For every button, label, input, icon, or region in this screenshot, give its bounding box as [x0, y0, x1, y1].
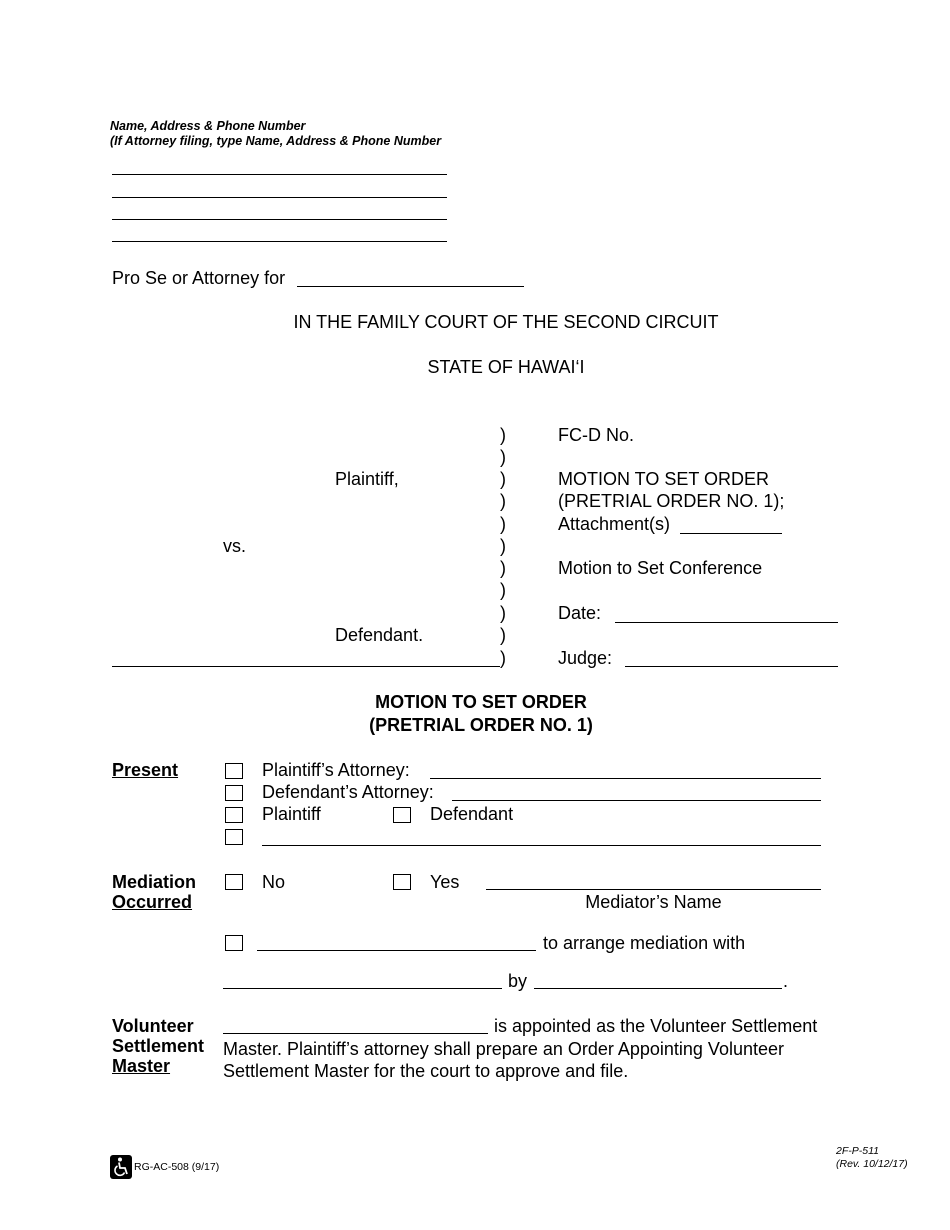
defendant-label: Defendant.: [335, 625, 424, 645]
defendant-attorney-field[interactable]: [452, 800, 821, 801]
mediation-by-date-field[interactable]: [534, 988, 782, 989]
header-name-address: Name, Address & Phone Number: [110, 119, 306, 133]
caption-paren: ): [500, 558, 506, 578]
vsm-label-1: Volunteer: [112, 1016, 194, 1036]
form-number: 2F-P-511: [836, 1145, 879, 1157]
address-line-2[interactable]: [112, 197, 447, 198]
attachments-label: Attachment(s): [558, 514, 671, 534]
accessibility-code: RG-AC-508 (9/17): [134, 1161, 220, 1173]
mediation-no-checkbox[interactable]: [225, 874, 243, 890]
arrange-party-field[interactable]: [257, 950, 536, 951]
plaintiff-attorney-label: Plaintiff’s Attorney:: [262, 760, 410, 780]
vsm-text-2: Master. Plaintiff’s attorney shall prepare an Order Appointing Volunteer: [223, 1039, 784, 1059]
document-title-2: (PRETRIAL ORDER NO. 1);: [558, 491, 785, 511]
revision-date: (Rev. 10/12/17): [836, 1158, 908, 1170]
plaintiff-attorney-checkbox[interactable]: [225, 763, 243, 779]
pro-se-label: Pro Se or Attorney for: [112, 268, 286, 288]
attachments-field[interactable]: [680, 533, 782, 534]
occurred-label: Occurred: [112, 892, 193, 912]
caption-paren: ): [500, 580, 506, 600]
caption-paren: ): [500, 625, 506, 645]
accessibility-icon: [110, 1155, 132, 1179]
defendant-option-label: Defendant: [430, 804, 514, 824]
court-state: STATE OF HAWAI‘I: [427, 357, 585, 377]
plaintiff-attorney-field[interactable]: [430, 778, 821, 779]
defendant-checkbox[interactable]: [393, 807, 411, 823]
judge-field[interactable]: [625, 666, 838, 667]
header-attorney-note: (If Attorney filing, type Name, Address & Phone Number: [110, 134, 442, 148]
caption-paren: ): [500, 648, 506, 668]
caption-paren: ): [500, 514, 506, 534]
vsm-label-2: Settlement: [112, 1036, 205, 1056]
date-field[interactable]: [615, 622, 838, 623]
mediator-name-caption: Mediator’s Name: [585, 892, 722, 912]
conference-label: Motion to Set Conference: [558, 558, 763, 578]
address-line-1[interactable]: [112, 174, 447, 175]
caption-paren: ): [500, 425, 506, 445]
defendant-attorney-label: Defendant’s Attorney:: [262, 782, 434, 802]
main-title-1: MOTION TO SET ORDER: [375, 692, 587, 712]
judge-label: Judge:: [558, 648, 613, 668]
mediation-no-label: No: [262, 872, 286, 892]
mediation-with-field[interactable]: [223, 988, 502, 989]
wheelchair-icon: [110, 1155, 132, 1179]
vsm-text-1: is appointed as the Volunteer Settlement: [494, 1016, 818, 1036]
main-title-2: (PRETRIAL ORDER NO. 1): [369, 715, 593, 735]
mediation-yes-checkbox[interactable]: [393, 874, 411, 890]
vsm-text-3: Settlement Master for the court to approve and file.: [223, 1061, 629, 1081]
address-line-4[interactable]: [112, 241, 447, 242]
caption-paren: ): [500, 491, 506, 511]
address-line-3[interactable]: [112, 219, 447, 220]
court-title: IN THE FAMILY COURT OF THE SECOND CIRCUIT: [293, 312, 719, 332]
mediation-yes-label: Yes: [430, 872, 460, 892]
plaintiff-checkbox[interactable]: [225, 807, 243, 823]
present-label: Present: [112, 760, 179, 780]
vsm-name-field[interactable]: [223, 1033, 488, 1034]
other-present-field[interactable]: [262, 845, 821, 846]
caption-paren: ): [500, 469, 506, 489]
caption-bottom-line: [112, 666, 500, 667]
document-title-1: MOTION TO SET ORDER: [558, 469, 770, 489]
vsm-label-3: Master: [112, 1056, 171, 1076]
other-present-checkbox[interactable]: [225, 829, 243, 845]
vs-label: vs.: [223, 536, 247, 556]
mediator-name-field[interactable]: [486, 889, 821, 890]
plaintiff-option-label: Plaintiff: [262, 804, 321, 824]
attorney-for-field[interactable]: [297, 286, 524, 287]
plaintiff-label: Plaintiff,: [335, 469, 399, 489]
case-number-label: FC-D No.: [558, 425, 634, 445]
arrange-mediation-text: to arrange mediation with: [543, 933, 746, 953]
caption-paren: ): [500, 447, 506, 467]
mediation-label: Mediation: [112, 872, 196, 892]
date-label: Date:: [558, 603, 602, 623]
caption-paren: ): [500, 603, 506, 623]
by-label: by: [508, 971, 528, 991]
period: .: [783, 971, 789, 991]
caption-paren: ): [500, 536, 506, 556]
defendant-attorney-checkbox[interactable]: [225, 785, 243, 801]
arrange-mediation-checkbox[interactable]: [225, 935, 243, 951]
